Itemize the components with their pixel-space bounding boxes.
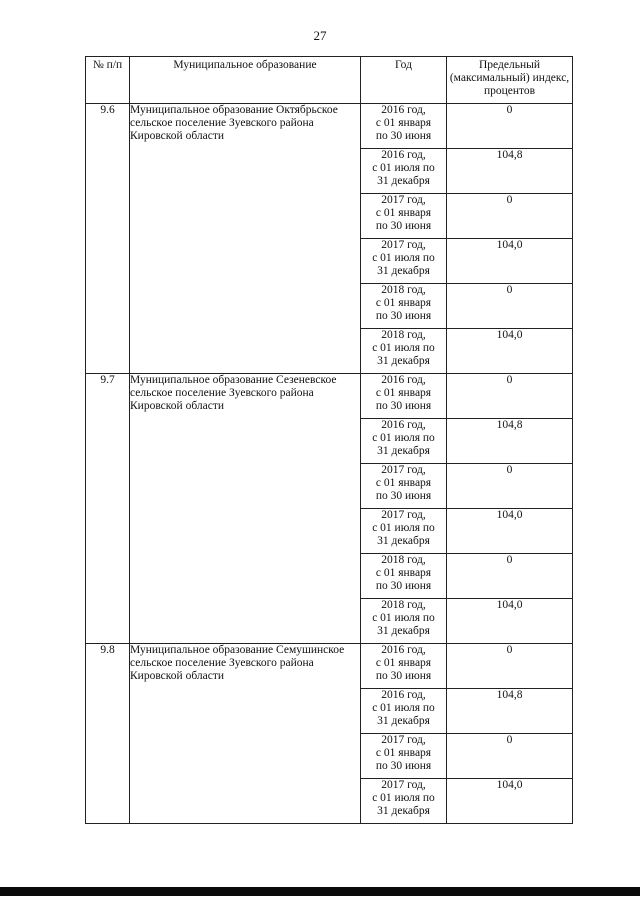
header-year: Год xyxy=(361,57,447,104)
year-period-line: 31 декабря xyxy=(377,445,430,457)
year-period-line: 31 декабря xyxy=(377,355,430,367)
index-value: 0 xyxy=(447,194,573,239)
year-period-cell xyxy=(361,104,447,149)
year-period-cell xyxy=(361,374,447,419)
index-value: 104,0 xyxy=(447,329,573,374)
year-period-line: с 01 января xyxy=(375,387,432,399)
table-header-row xyxy=(86,57,573,104)
year-period-line: 31 декабря xyxy=(377,535,430,547)
year-period-line: с 01 июля по xyxy=(372,252,435,264)
index-value: 0 xyxy=(447,104,573,149)
year-period-line: по 30 июня xyxy=(375,130,432,142)
year-period-line: 2017 год, xyxy=(381,509,426,521)
year-period-line: с 01 января xyxy=(375,477,432,489)
index-value: 0 xyxy=(447,284,573,329)
municipality-name: Муниципальное образование Октябрьское сельское поселение Зуевского района Кировской области xyxy=(130,104,361,374)
table-body xyxy=(86,104,573,824)
table-row xyxy=(86,374,573,419)
year-period-line: 2016 год, xyxy=(381,689,426,701)
year-period-line: по 30 июня xyxy=(375,580,432,592)
table-row xyxy=(86,644,573,689)
year-period-line: по 30 июня xyxy=(375,670,432,682)
year-period-cell xyxy=(361,554,447,599)
year-period-line: 2018 год, xyxy=(381,284,426,296)
year-period-line: по 30 июня xyxy=(375,400,432,412)
row-number: 9.6 xyxy=(86,104,130,374)
year-period-line: 2016 год, xyxy=(381,419,426,431)
year-period-line: с 01 июля по xyxy=(372,702,435,714)
year-period-line: по 30 июня xyxy=(375,220,432,232)
index-value: 0 xyxy=(447,644,573,689)
year-period-line: 2017 год, xyxy=(381,734,426,746)
year-period-cell xyxy=(361,734,447,779)
index-value: 104,0 xyxy=(447,239,573,284)
index-value: 104,8 xyxy=(447,689,573,734)
municipality-name: Муниципальное образование Сезеневское сельское поселение Зуевского района Кировской области xyxy=(130,374,361,644)
year-period-line: 2016 год, xyxy=(381,104,426,116)
year-period-cell xyxy=(361,284,447,329)
header-index: Предельный (максимальный) индекс, процентов xyxy=(447,57,573,104)
year-period-line: 2017 год, xyxy=(381,239,426,251)
year-period-line: 2018 год, xyxy=(381,599,426,611)
year-period-line: по 30 июня xyxy=(375,490,432,502)
year-period-line: с 01 июля по xyxy=(372,522,435,534)
year-period-line: по 30 июня xyxy=(375,760,432,772)
year-period-line: с 01 января xyxy=(375,567,432,579)
year-period-cell xyxy=(361,509,447,554)
row-number: 9.8 xyxy=(86,644,130,824)
year-period-cell xyxy=(361,239,447,284)
year-period-cell xyxy=(361,149,447,194)
index-value: 104,0 xyxy=(447,599,573,644)
index-value: 0 xyxy=(447,464,573,509)
year-period-line: с 01 января xyxy=(375,297,432,309)
year-period-line: 2017 год, xyxy=(381,194,426,206)
year-period-line: с 01 июля по xyxy=(372,792,435,804)
year-period-cell xyxy=(361,464,447,509)
year-period-line: с 01 января xyxy=(375,747,432,759)
header-number: № п/п xyxy=(86,57,130,104)
row-number: 9.7 xyxy=(86,374,130,644)
municipal-index-table xyxy=(85,56,573,824)
year-period-line: 31 декабря xyxy=(377,715,430,727)
year-period-line: 2018 год, xyxy=(381,329,426,341)
year-period-cell xyxy=(361,599,447,644)
header-municipality: Муниципальное образование xyxy=(130,57,361,104)
year-period-cell xyxy=(361,689,447,734)
index-value: 0 xyxy=(447,554,573,599)
year-period-line: 31 декабря xyxy=(377,265,430,277)
index-value: 0 xyxy=(447,734,573,779)
year-period-line: 31 декабря xyxy=(377,805,430,817)
page-number: 27 xyxy=(313,28,327,43)
year-period-line: 2016 год, xyxy=(381,374,426,386)
year-period-line: с 01 января xyxy=(375,657,432,669)
year-period-cell xyxy=(361,329,447,374)
year-period-line: 2016 год, xyxy=(381,644,426,656)
index-value: 104,0 xyxy=(447,779,573,824)
year-period-line: с 01 июля по xyxy=(372,162,435,174)
scan-edge-bar xyxy=(0,887,640,896)
table-row xyxy=(86,104,573,149)
year-period-line: с 01 июля по xyxy=(372,432,435,444)
year-period-line: с 01 января xyxy=(375,117,432,129)
year-period-line: по 30 июня xyxy=(375,310,432,322)
index-value: 104,8 xyxy=(447,149,573,194)
index-value: 104,8 xyxy=(447,419,573,464)
year-period-line: с 01 июля по xyxy=(372,342,435,354)
year-period-line: 2017 год, xyxy=(381,464,426,476)
year-period-line: 2016 год, xyxy=(381,149,426,161)
year-period-cell xyxy=(361,644,447,689)
year-period-line: с 01 июля по xyxy=(372,612,435,624)
year-period-line: 2018 год, xyxy=(381,554,426,566)
year-period-cell xyxy=(361,194,447,239)
year-period-line: с 01 января xyxy=(375,207,432,219)
year-period-line: 31 декабря xyxy=(377,625,430,637)
year-period-line: 31 декабря xyxy=(377,175,430,187)
year-period-cell xyxy=(361,779,447,824)
index-value: 0 xyxy=(447,374,573,419)
year-period-cell xyxy=(361,419,447,464)
year-period-line: 2017 год, xyxy=(381,779,426,791)
municipality-name: Муниципальное образование Семушинское сельское поселение Зуевского района Кировской области xyxy=(130,644,361,824)
index-value: 104,0 xyxy=(447,509,573,554)
